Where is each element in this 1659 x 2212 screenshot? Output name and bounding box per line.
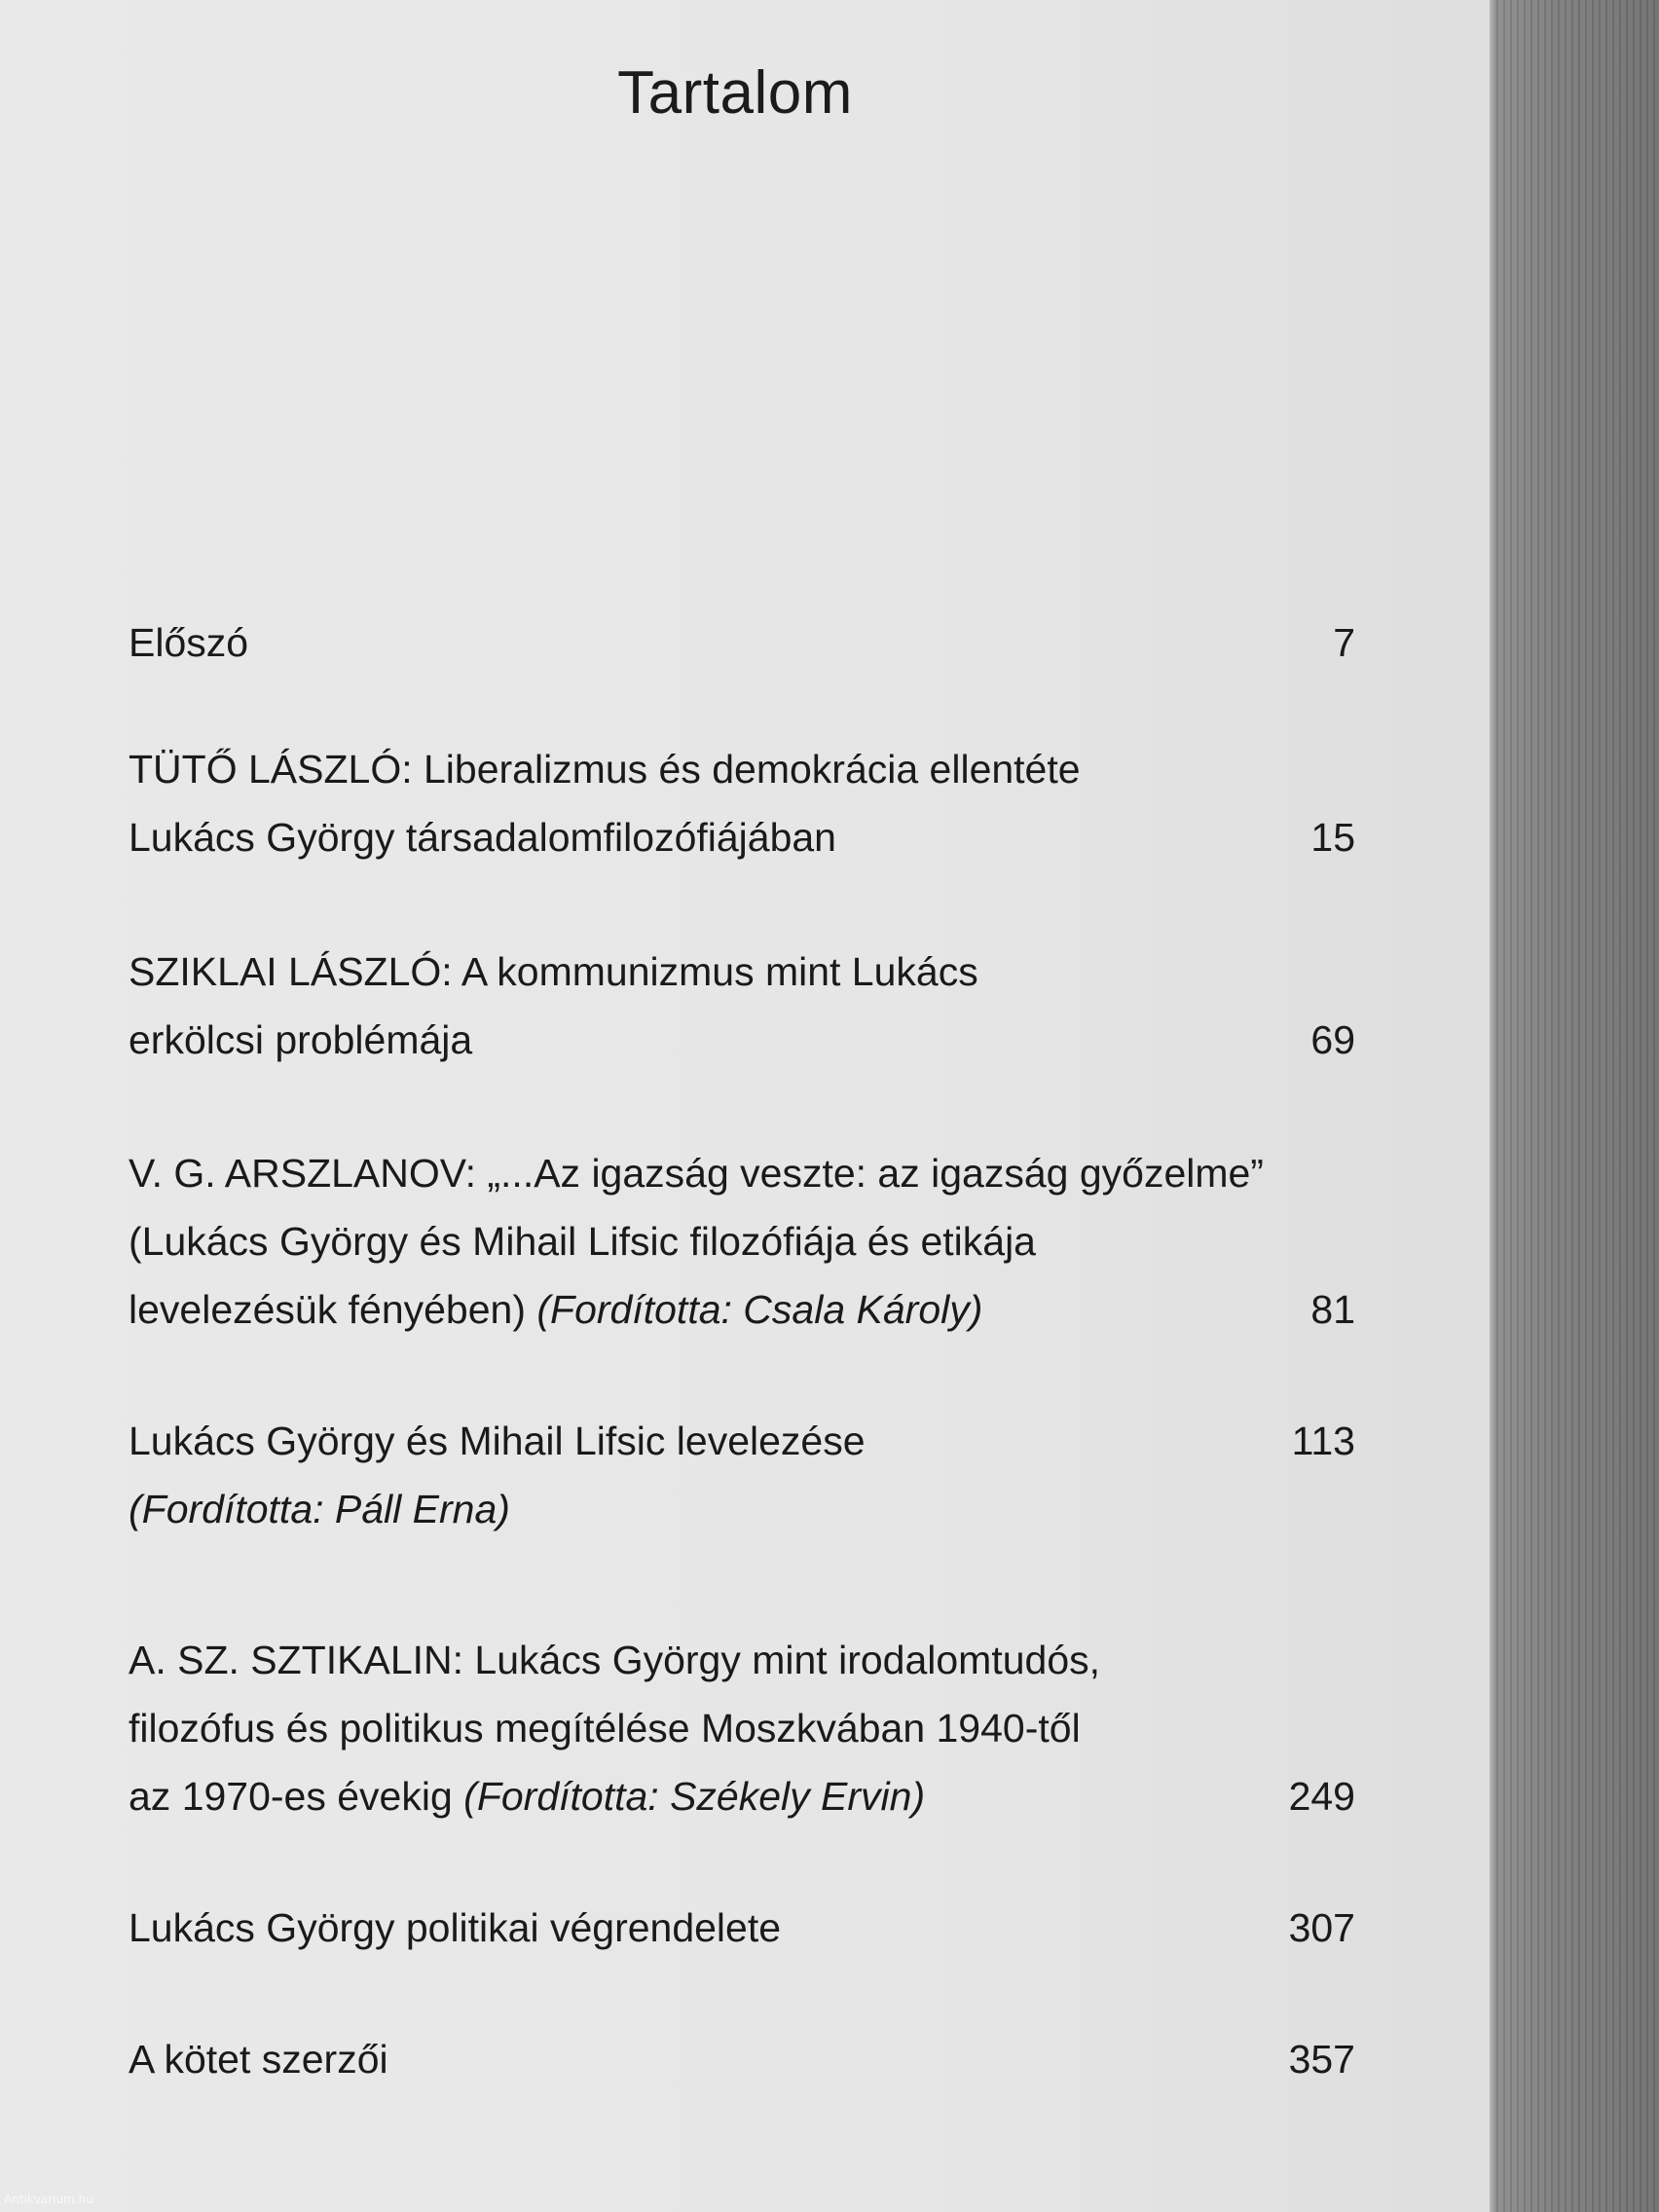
toc-entry-tuto (129, 735, 1355, 871)
toc-entry-sztikalin (129, 1626, 1355, 1830)
toc-page-number: 15 (1310, 815, 1355, 860)
watermark-logo: Antikvarium.hu (4, 2193, 93, 2206)
toc-translator-note: (Fordította: Páll Erna) (129, 1487, 510, 1531)
toc-entry-title-cont: erkölcsi problémája (129, 1017, 473, 1062)
toc-entry-title: A kötet szerzői (129, 2037, 388, 2082)
toc-page-number: 357 (1288, 2037, 1355, 2082)
toc-entry-vegrendelet (129, 1894, 1355, 1962)
toc-entry-title: SZIKLAI LÁSZLÓ: A kommunizmus mint Lukács (129, 949, 978, 994)
toc-page-number: 307 (1288, 1905, 1355, 1950)
toc-entry-title: A. SZ. SZTIKALIN: Lukács György mint irodalomtudós, (129, 1638, 1101, 1682)
toc-entry-arszlanov (129, 1139, 1355, 1344)
toc-entry-title: Lukács György politikai végrendelete (129, 1905, 782, 1950)
page-stack-edge (1490, 0, 1659, 2212)
toc-translator-note: (Fordította: Csala Károly) (536, 1287, 983, 1332)
toc-entry-title: TÜTŐ LÁSZLÓ: Liberalizmus és demokrácia ellentéte (129, 747, 1081, 792)
toc-entry-levelezes (129, 1407, 1355, 1543)
toc-entry-title: V. G. ARSZLANOV: „...Az igazság veszte: az igazság győzelme” (129, 1151, 1264, 1196)
toc-translator-note: (Fordította: Székely Ervin) (463, 1774, 926, 1819)
toc-page-number: 7 (1333, 620, 1355, 665)
toc-entry-title-cont: Lukács György társadalomfilozófiájában (129, 815, 836, 860)
toc-entry-title-cont: levelezésük fényében) (129, 1287, 526, 1332)
toc-page-number: 69 (1310, 1017, 1355, 1062)
toc-page-number: 249 (1288, 1774, 1355, 1819)
toc-page-number: 113 (1291, 1419, 1355, 1463)
toc-page-number: 81 (1310, 1287, 1355, 1332)
toc-entry-title-cont: filozófus és politikus megítélése Moszkvában 1940-től (129, 1706, 1081, 1751)
page-title: Tartalom (617, 59, 853, 127)
toc-entry-title-cont: (Lukács György és Mihail Lifsic filozófiája és etikája (129, 1219, 1036, 1264)
toc-entry-szerzoi (129, 2025, 1355, 2093)
toc-entry-title-cont: az 1970-es évekig (129, 1774, 453, 1819)
toc-entry-title: Előszó (129, 620, 249, 665)
toc-entry-eloszo (129, 608, 1355, 677)
toc-entry-title: Lukács György és Mihail Lifsic levelezése (129, 1419, 866, 1463)
toc-entry-sziklai (129, 938, 1355, 1074)
